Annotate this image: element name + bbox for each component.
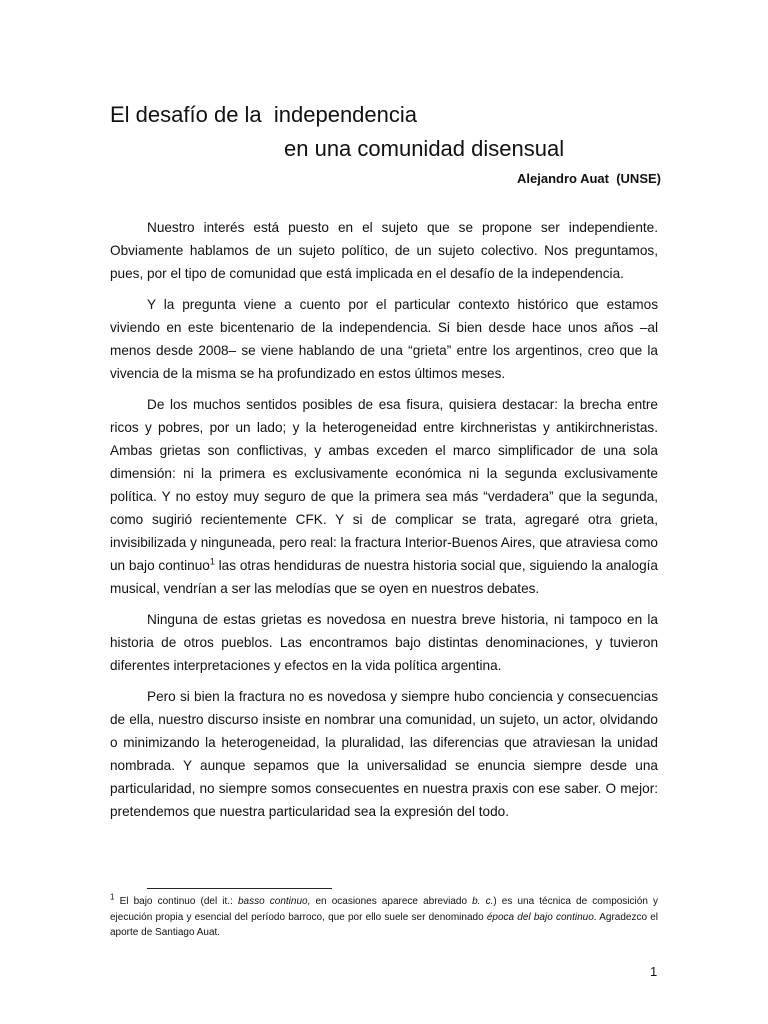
footnote-reference: 1	[209, 556, 215, 567]
paragraph-5: Pero si bien la fractura no es novedosa y siempre hubo conciencia y consecuencias de ella, nuestro discurso insiste en nombrar una comunidad, un sujeto, un actor, olvidando o minimizando la heterogeneidad, la pluralidad, las diferencias que atraviesan la unidad nombrada. Y aunque sepamos que la universalidad se enuncia siempre desde una particularidad, no siempre somos consecuentes en nuestra praxis con ese saber. O mejor: pretendemos que nuestra particularidad sea la expresión del todo.	[110, 689, 658, 819]
footnote-italic-c: época del bajo continuo	[486, 911, 594, 923]
paragraph-3-text-after: las otras hendiduras de nuestra historia social que, siguiendo la analogía musical, vendrían a ser las melodías que se oyen en nuestros debates.	[110, 558, 658, 596]
footnote-text-d: . Agradezco el aporte de Santiago Auat.	[110, 911, 659, 938]
paragraph-3-text-before: De los muchos sentidos posibles de esa fisura, quisiera destacar: la brecha entre ricos y pobres, por un lado; y la heterogeneidad entre kirchneristas y antikirchneristas. Ambas grietas son conflictivas, y ambas exceden el marco simplificador de una sola dimensión: ni la primera es exclusivamente económica ni la segunda exclusivamente política. Y no estoy muy seguro de que la primera sea más “verdadera” que la segunda, como sugirió recientemente CFK. Y si de complicar se trata, agregaré otra grieta, invisibilizada y ninguneada, pero real: la fractura Interior-Buenos Aires, que atraviesa como un bajo continuo	[110, 397, 658, 573]
footnote-text-b: en ocasiones aparece abreviado	[310, 896, 473, 907]
footnote-mark: 1	[110, 892, 115, 902]
footnote	[110, 894, 658, 941]
footnote-text-a: El bajo continuo (del it.:	[114, 896, 238, 907]
footnote-italic-b: b. c.	[472, 896, 494, 907]
paragraph-1: Nuestro interés está puesto en el sujeto que se propone ser independiente. Obviamente hablamos de un sujeto político, de un sujeto colectivo. Nos preguntamos, pues, por el tipo de comunidad que está implicada en el desafío de la independencia.	[110, 220, 658, 281]
body-text	[110, 216, 658, 831]
title-line-2: en una comunidad disensual	[284, 136, 565, 161]
author-byline: Alejandro Auat (UNSE)	[517, 171, 661, 186]
title-line-1: El desafío de la independencia	[110, 102, 418, 127]
footnote-separator	[147, 888, 332, 889]
footnote-text-c: ) es una técnica de composición y ejecución propia y esencial del período barroco, que por ello suele ser denominado	[110, 896, 658, 923]
paragraph-2: Y la pregunta viene a cuento por el particular contexto histórico que estamos viviendo en este bicentenario de la independencia. Si bien desde hace unos años –al menos desde 2008– se viene hablando de una “grieta” entre los argentinos, creo que la vivencia de la misma se ha profundizado en estos últimos meses.	[110, 297, 658, 381]
paragraph-3	[110, 393, 658, 600]
paragraph-4: Ninguna de estas grietas es novedosa en nuestra breve historia, ni tampoco en la historia de otros pueblos. Las encontramos bajo distintas denominaciones, y tuvieron diferentes interpretaciones y efectos en la vida política argentina.	[110, 612, 658, 673]
footnote-italic-a: basso continuo,	[237, 896, 311, 907]
page-number: 1	[650, 964, 658, 979]
